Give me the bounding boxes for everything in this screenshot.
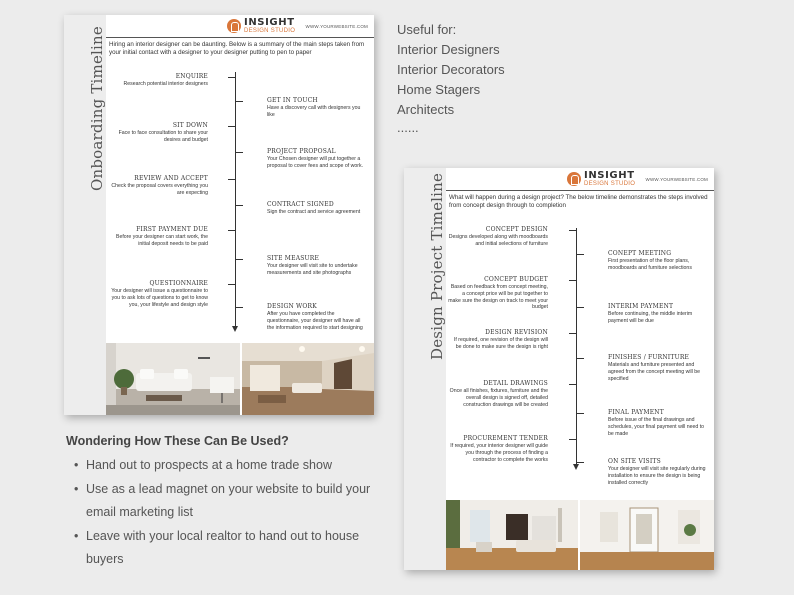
step-desc: Your Chosen designer will put together a proposal to cover fees and scope of work. <box>267 156 364 169</box>
living-room-photo <box>446 500 578 570</box>
brand-subtitle: DESIGN STUDIO <box>584 181 636 187</box>
timeline-tick <box>569 384 577 385</box>
onboarding-intro: Hiring an interior designer can be daunting. Below is a summary of the main steps taken from your initial contact with a designer to your designer putting to pen to paper <box>109 41 365 56</box>
step-title: FIRST PAYMENT DUE <box>136 226 208 233</box>
card-header <box>446 168 714 191</box>
step-title: INTERIM PAYMENT <box>608 303 674 310</box>
timeline-tick <box>235 259 243 260</box>
step-title: QUESTIONNAIRE <box>149 280 208 287</box>
useful-for-item: Interior Designers <box>397 42 500 57</box>
useful-for-title: Useful for: <box>397 22 457 37</box>
step-desc: Your designer will issue a questionnaire to you to ask lots of questions to get to know you, your lifestyle and design style <box>111 288 208 308</box>
design-step-9 <box>448 435 548 463</box>
design-project-side-title: Design Project Timeline <box>428 172 446 360</box>
design-step-10 <box>608 458 708 486</box>
step-desc: Check the proposal covers everything you are expecting <box>111 183 208 196</box>
timeline-tick <box>569 333 577 334</box>
brand-name: INSIGHT <box>244 17 295 28</box>
step-title: DESIGN WORK <box>267 303 317 310</box>
usage-title: Wondering How These Can Be Used? <box>66 434 289 448</box>
ellipsis: ...... <box>397 120 419 135</box>
card-header <box>106 15 374 38</box>
timeline-tick <box>576 462 584 463</box>
usage-list <box>66 454 396 572</box>
step-title: SIT DOWN <box>172 122 208 129</box>
timeline-tick <box>228 179 236 180</box>
onboarding-step-4 <box>267 148 367 170</box>
step-desc: Face to face consultation to share your desires and budget <box>118 130 208 143</box>
step-title: FINAL PAYMENT <box>608 409 664 416</box>
onboarding-step-3 <box>108 122 208 144</box>
step-desc: Based on feedback from concept meeting, a concept price will be put together to make sure the design on track to meet your budget <box>448 284 548 311</box>
design-step-5 <box>448 329 548 351</box>
step-title: ON SITE VISITS <box>608 458 661 465</box>
step-desc: Have a discovery call with designers you like <box>267 105 361 118</box>
onboarding-step-1 <box>108 73 208 88</box>
timeline-tick <box>576 358 584 359</box>
onboarding-step-6 <box>267 201 367 216</box>
timeline-tick <box>576 307 584 308</box>
interior-photo-strip <box>446 500 714 570</box>
step-title: PROJECT PROPOSAL <box>267 148 336 155</box>
timeline-tick <box>235 152 243 153</box>
step-title: REVIEW AND ACCEPT <box>134 175 208 182</box>
timeline-tick <box>576 413 584 414</box>
interior-photo-strip <box>106 343 374 415</box>
timeline-tick <box>569 439 577 440</box>
step-desc: Your designer will visit site regularly during installation to ensure the design is being installed correctly <box>608 466 706 486</box>
usage-panel <box>66 434 396 572</box>
design-step-1 <box>448 226 548 248</box>
design-step-3 <box>448 276 548 311</box>
hallway-photo <box>580 500 714 570</box>
timeline-tick <box>235 205 243 206</box>
step-title: CONCEPT BUDGET <box>484 276 548 283</box>
useful-for-panel <box>397 20 505 135</box>
step-title: CONTRACT SIGNED <box>267 201 334 208</box>
onboarding-timeline-line <box>235 72 236 326</box>
step-title: CONEPT MEETING <box>608 250 672 257</box>
design-step-8 <box>608 409 708 437</box>
brand-logo-icon <box>567 172 581 186</box>
design-step-4 <box>608 303 708 325</box>
open-plan-photo <box>242 343 374 415</box>
useful-for-item: Home Stagers <box>397 82 481 97</box>
step-desc: If required, one revision of the design will be done to make sure the design is right <box>453 337 548 350</box>
step-title: GET IN TOUCH <box>267 97 318 104</box>
step-desc: Research potential interior designers <box>123 81 208 87</box>
step-title: CONCEPT DESIGN <box>485 226 548 233</box>
timeline-tick <box>235 101 243 102</box>
timeline-tick <box>569 280 577 281</box>
step-desc: Before continuing, the middle interim payment will be due <box>608 311 693 324</box>
onboarding-side-title: Onboarding Timeline <box>88 26 106 191</box>
onboarding-step-2 <box>267 97 367 119</box>
step-title: ENQUIRE <box>175 73 208 80</box>
step-desc: Sign the contract and service agreement <box>267 209 361 215</box>
usage-item: • Use as a lead magnet on your website to build your email marketing list <box>66 478 396 525</box>
timeline-tick <box>228 77 236 78</box>
usage-item: • Hand out to prospects at a home trade show <box>66 454 396 478</box>
step-title: PROCUREMENT TENDER <box>463 435 548 442</box>
onboarding-step-5 <box>108 175 208 197</box>
usage-item: • Leave with your local realtor to hand out to house buyers <box>66 525 396 572</box>
website-url: WWW.YOURWEBSITE.COM <box>305 24 368 29</box>
brand-logo-icon <box>227 19 241 33</box>
step-desc: Materials and furniture presented and agreed from the concept meeting will be specified <box>608 362 700 382</box>
timeline-arrow-icon <box>573 464 579 470</box>
onboarding-timeline-card <box>64 15 374 415</box>
step-desc: Your designer will visit site to undertake measurements and site photographs <box>267 263 358 276</box>
timeline-tick <box>576 254 584 255</box>
design-step-2 <box>608 250 708 272</box>
living-room-photo <box>106 343 240 415</box>
brand-name: INSIGHT <box>584 170 635 181</box>
step-desc: First presentation of the floor plans, moodboards and furniture selections <box>608 258 692 271</box>
design-step-7 <box>448 380 548 408</box>
onboarding-step-10 <box>267 303 367 331</box>
website-url: WWW.YOURWEBSITE.COM <box>645 177 708 182</box>
design-project-timeline-card <box>404 168 714 570</box>
timeline-tick <box>569 230 577 231</box>
timeline-tick <box>228 284 236 285</box>
timeline-tick <box>228 230 236 231</box>
timeline-tick <box>228 126 236 127</box>
timeline-tick <box>235 307 243 308</box>
step-title: DESIGN REVISION <box>485 329 548 336</box>
useful-for-item: Interior Decorators <box>397 62 505 77</box>
step-desc: Before issue of the final drawings and schedules, your final payment will need to be made <box>608 417 705 437</box>
useful-for-item: Architects <box>397 102 455 117</box>
onboarding-step-9 <box>108 280 208 308</box>
design-timeline-line <box>576 228 577 464</box>
design-step-6 <box>608 354 708 382</box>
step-desc: Once all finishes, fixtures, furniture and the overall design is signed off, detailed construction drawings will be created <box>449 388 548 408</box>
step-desc: If required, your interior designer will guide you through the process of finding a contractor to complete the works <box>450 443 548 463</box>
brand-subtitle: DESIGN STUDIO <box>244 28 296 34</box>
onboarding-step-7 <box>108 226 208 248</box>
step-desc: Designs developed along with moodboards and initial selections of furniture <box>448 234 548 247</box>
step-desc: Before your designer can start work, the initial deposit needs to be paid <box>116 234 208 247</box>
onboarding-step-8 <box>267 255 367 277</box>
timeline-arrow-icon <box>232 326 238 332</box>
step-desc: After you have completed the questionnaire, your designer will have all the information required to start designing <box>267 311 363 331</box>
step-title: FINISHES / FURNITURE <box>608 354 690 361</box>
design-project-intro: What will happen during a design project? The below timeline demonstrates the steps involved from concept design through to completion <box>449 194 708 209</box>
step-title: DETAIL DRAWINGS <box>483 380 548 387</box>
step-title: SITE MEASURE <box>267 255 320 262</box>
